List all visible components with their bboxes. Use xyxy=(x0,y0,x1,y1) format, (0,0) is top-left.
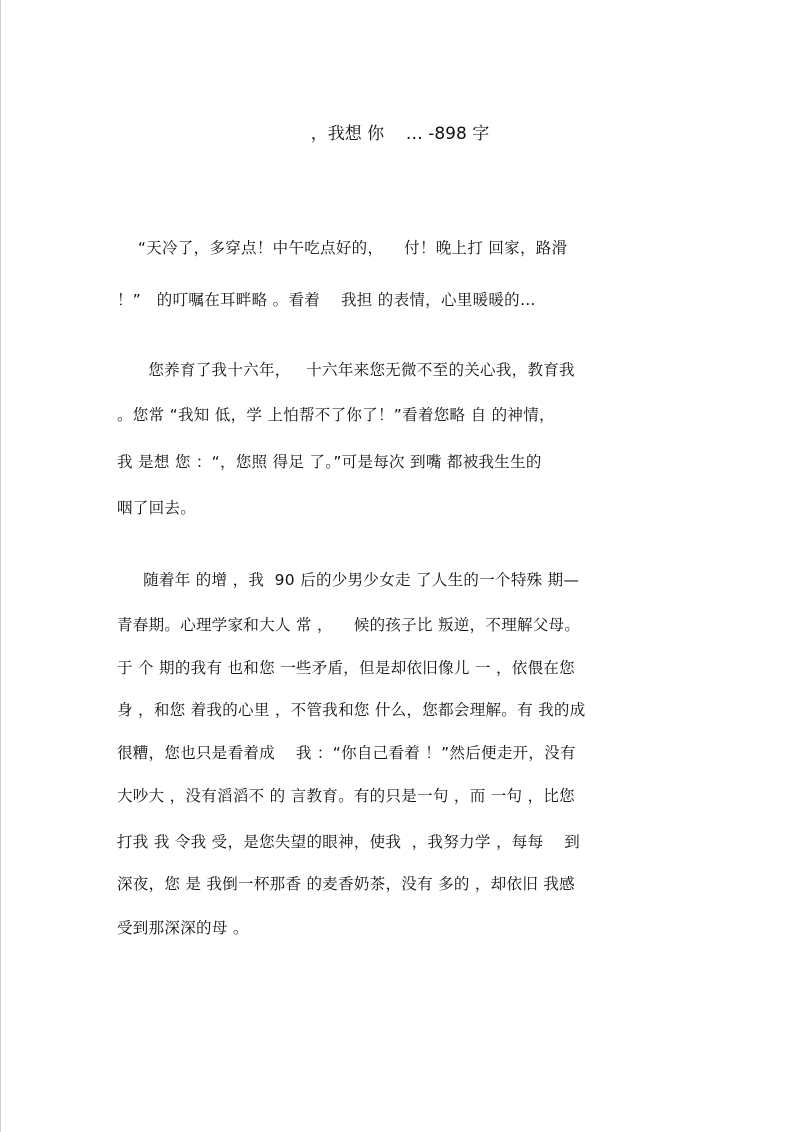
text-line: 很糟，您也只是看着成 我 ：“你自己看着 ！”然后便走开，没有 xyxy=(117,744,576,762)
text-line: 打我 我 令我 受，是您失望的眼神，使我 ，我努力学 ，每每 到 xyxy=(117,833,581,851)
text-line: 咽了回去。 xyxy=(117,499,197,517)
text-line: 于 个 期的我有 也和您 一些矛盾，但是却依旧像儿 一 ，依偎在您 xyxy=(117,659,575,677)
text-line: 我 是想 您 ：“，您照 得足 了。”可是每次 到嘴 都被我生生的 xyxy=(117,453,542,471)
text-line: 大吵大 ，没有滔滔不 的 言教育。有的只是一句 ，而 一句 ，比您 xyxy=(117,787,575,805)
page-left-border xyxy=(0,0,1,1132)
text-line: 深夜，您 是 我倒一杯那香 的麦香奶茶，没有 多的 ，却依旧 我感 xyxy=(117,875,575,893)
text-line: 身 ，和您 着我的心里 ，不管我和您 什么，您都会理解。有 我的成 xyxy=(117,701,586,719)
page-title: ，我想 你 … -898 字 xyxy=(310,124,490,144)
text-line: ！” 的叮嘱在耳畔略 。看着 我担 的表情，心里暖暖的… xyxy=(117,291,536,309)
text-line: 随着年 的增 ，我 90 后的少男少女走 了人生的一个特殊 期— xyxy=(117,571,580,589)
text-line: “天冷了，多穿点！中午吃点好的， 付！晚上打 回家，路滑 xyxy=(117,239,568,257)
text-line: 您养育了我十六年， 十六年来您无微不至的关心我，教育我 xyxy=(117,361,575,379)
text-line: 受到那深深的母 。 xyxy=(117,919,249,937)
text-line: 青春期。心理学家和大人 常 ， 候的孩子比 叛逆，不理解父母。 xyxy=(117,616,581,634)
text-line: 。您常 “我知 低，学 上怕帮不了你了！”看着您略 自 的神情， xyxy=(117,406,555,424)
